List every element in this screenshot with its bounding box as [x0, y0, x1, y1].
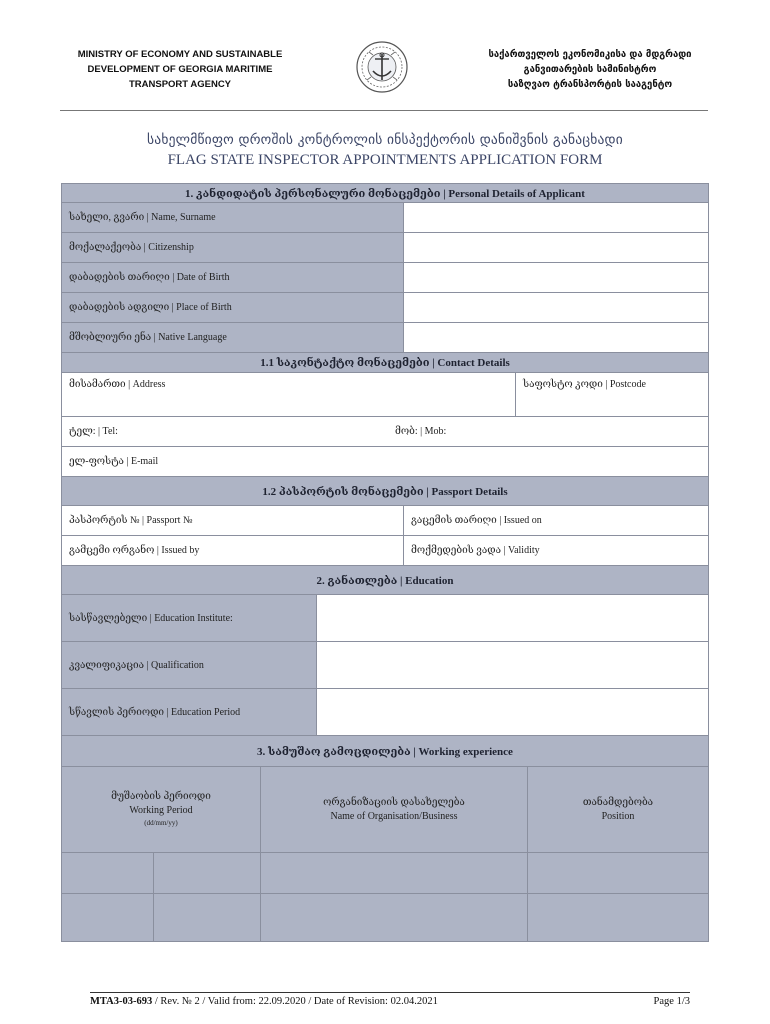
header-divider — [60, 110, 708, 111]
field-label-pob: დაბადების ადგილი | Place of Birth — [62, 293, 404, 322]
field-row-citizenship — [61, 233, 709, 263]
postcode-input[interactable] — [516, 373, 708, 416]
field-row-passport-number — [61, 506, 709, 536]
period-from-cell[interactable] — [62, 853, 154, 893]
position-cell[interactable] — [528, 894, 708, 941]
field-row-language — [61, 323, 709, 353]
period-from-cell[interactable] — [62, 894, 154, 941]
field-label-education-period: სწავლის პერიოდი | Education Period — [62, 689, 317, 735]
column-header-organisation: ორგანიზაციის დასახელება Name of Organisation/Business — [261, 767, 528, 852]
application-form — [61, 183, 709, 942]
field-label-postcode: საფოსტო კოდი | Postcode — [523, 379, 646, 390]
footer-document-code: MTA3-03-693 — [90, 996, 153, 1007]
agency-name-georgian: საქართველოს ეკონომიკისა და მდგრადი განვითარების სამინისტრო საზღვაო ტრანსპორტის სააგენტო — [488, 49, 692, 90]
column-header-position: თანამდებობა Position — [528, 767, 708, 852]
section-heading-experience: 3. სამუშაო გამოცდილება | Working experience — [61, 736, 709, 767]
field-row-qualification — [61, 642, 709, 689]
validity-input[interactable] — [404, 536, 708, 565]
field-row-dob — [61, 263, 709, 293]
position-cell[interactable] — [528, 853, 708, 893]
field-label-address: მისამართი | Address — [69, 379, 166, 390]
mob-input[interactable] — [388, 417, 708, 446]
maritime-agency-emblem-icon — [355, 40, 409, 94]
field-label-validity: მოქმედების ვადა | Validity — [411, 545, 540, 556]
footer-document-info — [90, 996, 438, 1007]
institute-input[interactable] — [317, 595, 708, 641]
form-title-english: FLAG STATE INSPECTOR APPOINTMENTS APPLICATION FORM — [167, 152, 603, 168]
field-row-institute — [61, 595, 709, 642]
experience-row — [61, 894, 709, 942]
field-label-qualification: კვალიფიკაცია | Qualification — [62, 642, 317, 688]
name-input[interactable] — [404, 203, 708, 232]
column-header-period: მუშაობის პერიოდი Working Period (dd/mm/yy) — [62, 767, 261, 852]
field-label-mob: მობ: | Mob: — [395, 426, 447, 437]
language-input[interactable] — [404, 323, 708, 352]
field-row-pob — [61, 293, 709, 323]
field-label-email: ელ-ფოსტა | E-mail — [69, 456, 159, 467]
field-label-language: მშობლიური ენა | Native Language — [62, 323, 404, 352]
field-label-citizenship: მოქალაქეობა | Citizenship — [62, 233, 404, 262]
period-to-cell[interactable] — [154, 853, 261, 893]
field-label-name: სახელი, გვარი | Name, Surname — [62, 203, 404, 232]
address-input[interactable] — [62, 373, 516, 416]
field-label-issued-on: გაცემის თარიღი | Issued on — [411, 515, 542, 526]
organisation-cell[interactable] — [261, 894, 528, 941]
field-label-dob: დაბადების თარიღი | Date of Birth — [62, 263, 404, 292]
form-title-georgian: სახელმწიფო დროშის კონტროლის ინსპექტორის დანიშვნის განაცხადი — [147, 132, 623, 148]
organisation-cell[interactable] — [261, 853, 528, 893]
document-header — [60, 40, 710, 110]
footer-revision-info: / Rev. № 2 / Valid from: 22.09.2020 / Date of Revision: 02.04.2021 — [154, 996, 438, 1007]
section-heading-education: 2. განათლება | Education — [61, 566, 709, 595]
footer-divider — [90, 992, 690, 993]
pob-input[interactable] — [404, 293, 708, 322]
section-heading-passport: 1.2 პასპორტის მონაცემები | Passport Details — [61, 477, 709, 506]
field-row-issued-by — [61, 536, 709, 566]
dob-input[interactable] — [404, 263, 708, 292]
field-row-education-period — [61, 689, 709, 736]
field-row-name — [61, 203, 709, 233]
field-label-issued-by: გამცემი ორგანო | Issued by — [69, 545, 200, 556]
tel-input[interactable] — [62, 417, 388, 446]
experience-header-row — [61, 767, 709, 853]
section-heading-contact: 1.1 საკონტაქტო მონაცემები | Contact Details — [61, 353, 709, 373]
email-input[interactable] — [62, 447, 708, 476]
field-label-passport-number: პასპორტის № | Passport № — [69, 515, 193, 526]
field-row-address — [61, 373, 709, 417]
field-row-phone — [61, 417, 709, 447]
qualification-input[interactable] — [317, 642, 708, 688]
field-label-institute: სასწავლებელი | Education Institute: — [62, 595, 317, 641]
section-heading-personal: 1. კანდიდატის პერსონალური მონაცემები | Personal Details of Applicant — [61, 183, 709, 203]
experience-row — [61, 853, 709, 894]
field-label-tel: ტელ: | Tel: — [69, 426, 118, 437]
issued-on-input[interactable] — [404, 506, 708, 535]
issued-by-input[interactable] — [62, 536, 404, 565]
period-to-cell[interactable] — [154, 894, 261, 941]
footer-page-number: Page 1/3 — [653, 996, 690, 1007]
education-period-input[interactable] — [317, 689, 708, 735]
passport-number-input[interactable] — [62, 506, 404, 535]
citizenship-input[interactable] — [404, 233, 708, 262]
agency-name-english: MINISTRY OF ECONOMY AND SUSTAINABLE DEVELOPMENT OF GEORGIA MARITIME TRANSPORT AGENCY — [77, 49, 283, 90]
field-row-email — [61, 447, 709, 477]
